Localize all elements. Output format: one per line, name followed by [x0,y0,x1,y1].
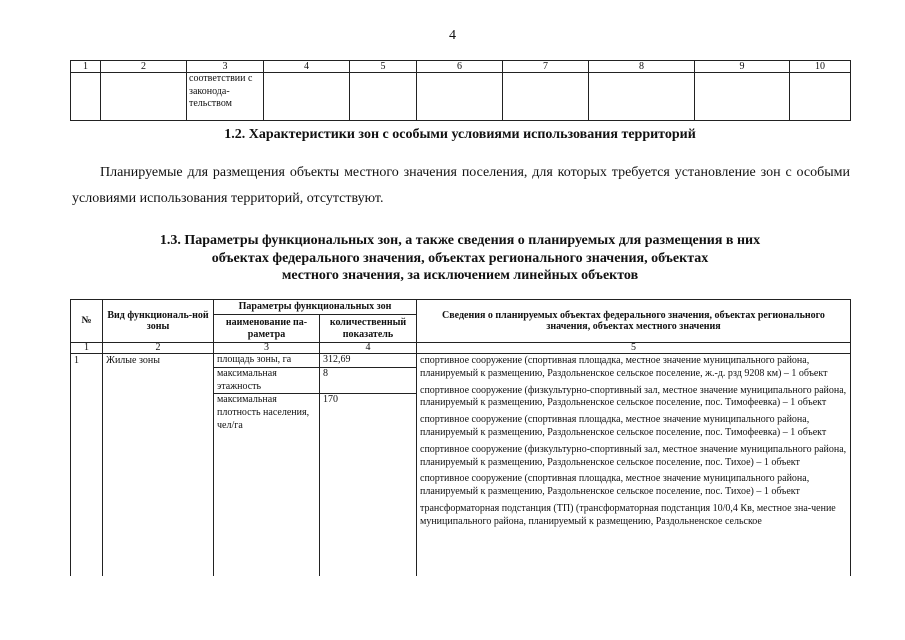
header-param-name: наименование па-раметра [214,315,320,343]
planned-object: трансформаторная подстанция (ТП) (трансформаторная подстанция 10/0,4 Кв, местное зна-чение муниципального района, планируемый к размещению, Раздольненское сельское [420,502,836,527]
table1-col-num: 6 [417,61,503,73]
table2-header-row [71,300,851,315]
table1-col-num: 9 [695,61,790,73]
functional-zones-table [70,299,851,576]
header-num: № [71,300,103,343]
table1-cell [101,73,187,121]
param-name: максимальная плотность населения, чел/га [217,394,310,431]
table1-cell [350,73,417,121]
table1-col-num: 10 [790,61,851,73]
section-1-3-heading [110,232,810,285]
table1-number-row [71,61,851,73]
param-value: 8 [320,368,416,394]
table1-cell [695,73,790,121]
row-num: 1 [74,355,79,366]
param-value: 312,69 [320,354,416,368]
table1-cell [71,73,101,121]
header-zone-type: Вид функциональ-ной зоны [103,300,214,343]
param-value: 170 [323,394,338,405]
zone-name: Жилые зоны [106,355,160,366]
planned-object: спортивное сооружение (спортивная площадка, местное значение муниципального района, планируемый к размещению, Раздольненское сельское поселение, пос. Тимофеевка) – 1 объект [420,414,827,438]
table1-col-num: 8 [589,61,695,73]
param-name: максимальная этажность [214,368,319,394]
table1-cell [790,73,851,121]
table1-cell [503,73,589,121]
table2-row [71,354,851,577]
param-name: площадь зоны, га [214,354,319,368]
table1-cell: соответствии с законода-тельством [187,73,264,121]
section-1-3-heading-line: местного значения, за исключением линейных объектов [281,268,639,283]
param-names-cell [214,354,320,577]
section-1-2-heading: 1.2. Характеристики зон с особыми условиями использования территорий [224,127,696,142]
table2-number-row [71,343,851,354]
table2-col-num: 4 [320,343,417,354]
section-1-2-paragraph: Планируемые для размещения объекты местного значения поселения, для которых требуется установление зон с особыми условиями использования территорий, отсутствуют. [72,165,850,206]
table1-col-num: 4 [264,61,350,73]
table1-cell [264,73,350,121]
table2-col-num: 1 [71,343,103,354]
page-number: 4 [449,28,456,43]
table1-col-num: 5 [350,61,417,73]
header-objects: Сведения о планируемых объектах федерального значения, объектах регионального значения, объектах местного значения [417,300,851,343]
table1-col-num: 3 [187,61,264,73]
table2-col-num: 2 [103,343,214,354]
table1-col-num: 1 [71,61,101,73]
table1-col-num: 7 [503,61,589,73]
planned-object: спортивное сооружение (физкультурно-спортивный зал, местное значение муниципального района, планируемый к размещению, Раздольненское сельское поселение, пос. Тимофеевка) – 1 объект [420,384,847,409]
row-num-cell [71,354,103,577]
section-1-3-heading-line: объектах федерального значения, объектах регионального значения, объектах [211,250,709,266]
header-param-value: количественный показатель [320,315,417,343]
table2-col-num: 3 [214,343,320,354]
header-params-group: Параметры функциональных зон [214,300,417,315]
planned-object: спортивное сооружение (физкультурно-спортивный зал, местное значение муниципального района, планируемый к размещению, Раздольненское сельское поселение, пос. Тихое) – 1 объект [420,443,847,468]
continuation-table [70,60,851,121]
planned-object: спортивное сооружение (спортивная площадка, местное значение муниципального района, планируемый к размещению, Раздольненское сельское поселение, ж.-д. рзд 9208 км) – 1 объект [420,355,828,379]
planned-object: спортивное сооружение (спортивная площадка, местное значение муниципального района, планируемый к размещению, Раздольненское сельское поселение, пос. Тихое) – 1 объект [420,473,810,498]
zone-cell [103,354,214,577]
table1-col-num: 2 [101,61,187,73]
table1-row [71,73,851,121]
objects-cell [417,354,851,577]
table1-cell [417,73,503,121]
param-values-cell [320,354,417,577]
section-1-3-heading-line: 1.3. Параметры функциональных зон, а также сведения о планируемых для размещения в них [159,233,761,248]
table1-cell [589,73,695,121]
table2-col-num: 5 [417,343,851,354]
